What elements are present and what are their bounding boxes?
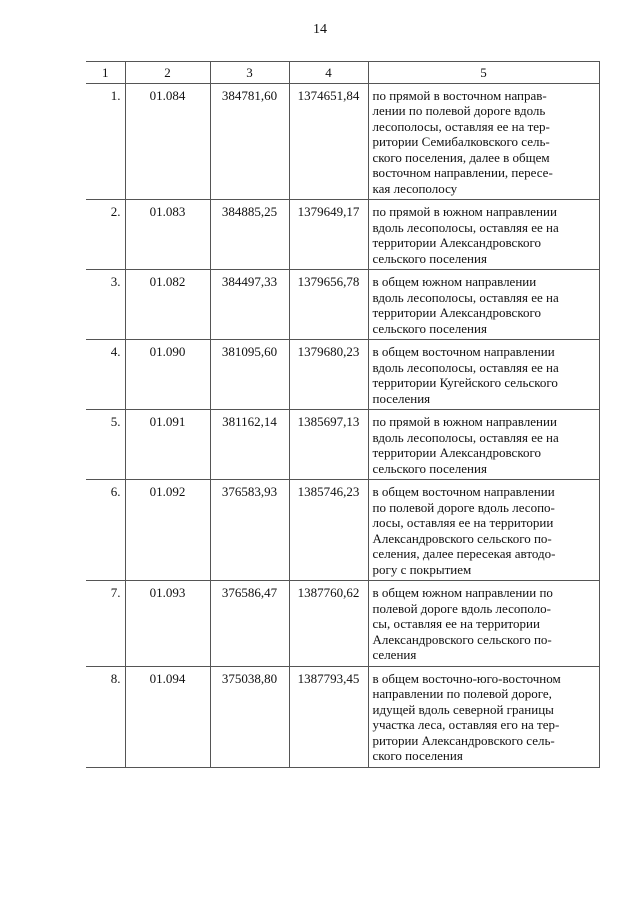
coord-x-cell: 384885,25 — [210, 200, 289, 270]
description-line: селения, далее пересекая автодо- — [372, 546, 556, 561]
description-line: вдоль лесополосы, оставляя ее на — [372, 429, 559, 445]
row-number-cell: 8. — [86, 666, 125, 767]
description-cell — [368, 480, 599, 581]
column-header-4: 4 — [289, 62, 368, 84]
description-line: восточном направлении, пересе- — [372, 165, 553, 180]
description-cell — [368, 410, 599, 480]
coord-x-cell: 376586,47 — [210, 581, 289, 667]
description-line: территории Александровского — [372, 445, 541, 460]
description-line: ритории Александровского сель- — [372, 732, 555, 748]
page-number: 14 — [313, 22, 327, 37]
table-row — [86, 270, 599, 340]
description-line: сельского поселения — [372, 320, 487, 336]
description-line: полевой дороге вдоль лесополо- — [372, 600, 551, 616]
description-line: в общем южном направлении по — [372, 585, 553, 600]
description-line: сы, оставляя ее на территории — [372, 616, 540, 631]
description-line: лосы, оставляя ее на территории — [372, 515, 554, 530]
description-line: кая лесополосу — [372, 180, 458, 196]
column-header-5: 5 — [368, 62, 599, 84]
description-line: лесополосы, оставляя ее на тер- — [372, 118, 550, 134]
point-code-cell: 01.091 — [125, 410, 210, 480]
description-cell — [368, 340, 599, 410]
description-line: по прямой в южном направлении — [372, 414, 557, 429]
table-row — [86, 480, 599, 581]
column-header-1: 1 — [86, 62, 125, 84]
table-row — [86, 83, 599, 200]
description-line: Александровского сельского по- — [372, 530, 552, 546]
description-cell — [368, 200, 599, 270]
description-line: ского поселения — [372, 748, 463, 763]
coord-y-cell: 1379649,17 — [289, 200, 368, 270]
description-line: по полевой дороге вдоль лесопо- — [372, 499, 555, 515]
coord-y-cell: 1385746,23 — [289, 480, 368, 581]
coord-x-cell: 375038,80 — [210, 666, 289, 767]
description-line: селения — [372, 647, 417, 662]
coord-y-cell: 1379680,23 — [289, 340, 368, 410]
coord-y-cell: 1379656,78 — [289, 270, 368, 340]
coord-x-cell: 384497,33 — [210, 270, 289, 340]
row-number-cell: 3. — [86, 270, 125, 340]
table-row — [86, 581, 599, 667]
description-cell — [368, 666, 599, 767]
description-line: по прямой в восточном направ- — [372, 87, 547, 103]
table-row — [86, 410, 599, 480]
coord-x-cell: 381095,60 — [210, 340, 289, 410]
row-number-cell: 5. — [86, 410, 125, 480]
description-line: ритории Семибалковского сель- — [372, 134, 550, 149]
table-row — [86, 666, 599, 767]
point-code-cell: 01.094 — [125, 666, 210, 767]
description-cell — [368, 270, 599, 340]
column-header-2: 2 — [125, 62, 210, 84]
description-line: вдоль лесополосы, оставляя ее на — [372, 219, 559, 235]
coord-x-cell: 381162,14 — [210, 410, 289, 480]
coord-y-cell: 1374651,84 — [289, 83, 368, 200]
description-line: вдоль лесополосы, оставляя ее на — [372, 359, 559, 375]
description-line: по прямой в южном направлении — [372, 204, 557, 219]
row-number-cell: 7. — [86, 581, 125, 667]
description-line: в общем южном направлении — [372, 274, 537, 289]
description-line: направлении по полевой дороге, — [372, 686, 552, 701]
point-code-cell: 01.090 — [125, 340, 210, 410]
table-row — [86, 200, 599, 270]
description-line: в общем восточном направлении — [372, 344, 555, 359]
table-header-row — [86, 62, 599, 84]
description-line: территории Александровского — [372, 235, 541, 250]
point-code-cell: 01.093 — [125, 581, 210, 667]
table-row — [86, 340, 599, 410]
description-line: идущей вдоль северной границы — [372, 701, 554, 717]
row-number-cell: 2. — [86, 200, 125, 270]
coord-y-cell: 1385697,13 — [289, 410, 368, 480]
description-line: сельского поселения — [372, 250, 487, 266]
point-code-cell: 01.084 — [125, 83, 210, 200]
point-code-cell: 01.083 — [125, 200, 210, 270]
description-line: лении по полевой дороге вдоль — [372, 103, 546, 118]
description-line: рогу с покрытием — [372, 561, 472, 577]
description-line: участка леса, оставляя его на тер- — [372, 717, 560, 732]
coord-x-cell: 384781,60 — [210, 83, 289, 200]
row-number-cell: 4. — [86, 340, 125, 410]
row-number-cell: 6. — [86, 480, 125, 581]
point-code-cell: 01.082 — [125, 270, 210, 340]
coord-y-cell: 1387760,62 — [289, 581, 368, 667]
column-header-3: 3 — [210, 62, 289, 84]
description-line: сельского поселения — [372, 460, 487, 476]
coord-x-cell: 376583,93 — [210, 480, 289, 581]
point-code-cell: 01.092 — [125, 480, 210, 581]
description-cell — [368, 581, 599, 667]
description-line: территории Александровского — [372, 305, 541, 320]
description-line: в общем восточном направлении — [372, 484, 555, 499]
description-line: вдоль лесополосы, оставляя ее на — [372, 289, 559, 305]
description-line: ского поселения, далее в общем — [372, 149, 550, 165]
boundary-table — [86, 61, 600, 768]
description-line: поселения — [372, 390, 431, 406]
coord-y-cell: 1387793,45 — [289, 666, 368, 767]
row-number-cell: 1. — [86, 83, 125, 200]
description-line: Александровского сельского по- — [372, 631, 552, 647]
description-line: в общем восточно-юго-восточном — [372, 670, 561, 686]
description-cell — [368, 83, 599, 200]
description-line: территории Кугейского сельского — [372, 375, 558, 390]
